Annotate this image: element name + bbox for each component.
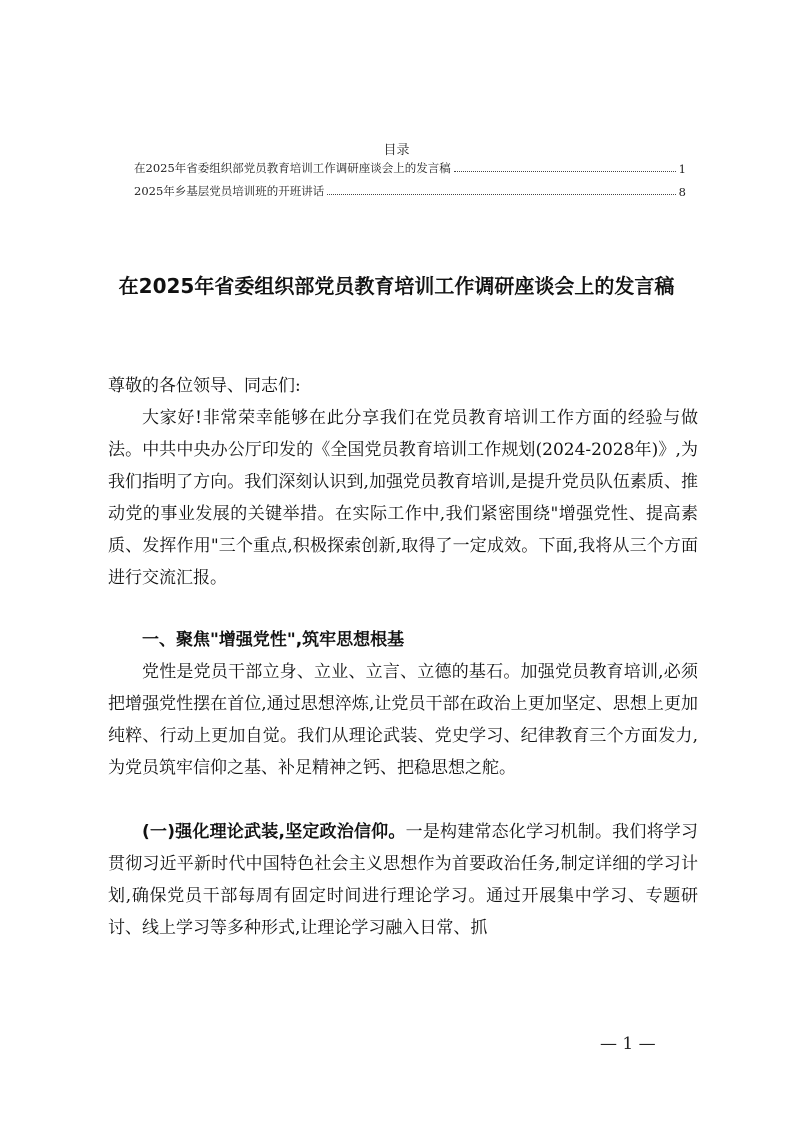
paragraph-lead-heading: (一)强化理论武装,坚定政治信仰。 — [142, 822, 406, 842]
toc-leader-dots — [454, 171, 676, 172]
paragraph-theory — [108, 816, 698, 944]
toc-entry[interactable] — [134, 183, 686, 199]
paragraph-body: 一是构建常态化学习机制。我们将学习贯彻习近平新时代中国特色社会主义思想作为首要政治任务,制定详细的学习计划,确保党员干部每周有固定时间进行理论学习。通过开展集中学习、专题研讨、线上学习等多种形式,让理论学习融入日常、抓 — [108, 822, 699, 938]
toc-entry-page: 8 — [678, 185, 686, 199]
paragraph-intro: 大家好!非常荣幸能够在此分享我们在党员教育培训工作方面的经验与做法。中共中央办公厅印发的《全国党员教育培训工作规划(2024-2028年)》,为我们指明了方向。我们深刻认识到,加强党员教育培训,是提升党员队伍素质、推动党的事业发展的关键举措。在实际工作中,我们紧密围绕"增强党性、提高素质、发挥作用"三个重点,积极探索创新,取得了一定成效。下面,我将从三个方面进行交流汇报。 — [108, 408, 698, 588]
paragraph-party-spirit: 党性是党员干部立身、立业、立言、立德的基石。加强党员教育培训,必须把增强党性摆在首位,通过思想淬炼,让党员干部在政治上更加坚定、思想上更加纯粹、行动上更加自觉。我们从理论武装、党史学习、纪律教育三个方面发力,为党员筑牢信仰之基、补足精神之钙、把稳思想之舵。 — [108, 662, 698, 778]
toc-entry-label: 在2025年省委组织部党员教育培训工作调研座谈会上的发言稿 — [134, 161, 451, 175]
toc-entry[interactable] — [134, 160, 686, 176]
document-title: 在2025年省委组织部党员教育培训工作调研座谈会上的发言稿 — [118, 274, 675, 298]
section-heading-1: 一、聚焦"增强党性",筑牢思想根基 — [142, 630, 405, 650]
toc-entry-label: 2025年乡基层党员培训班的开班讲话 — [134, 184, 325, 198]
toc-leader-dots — [327, 194, 675, 195]
page-number: — 1 — — [600, 1034, 656, 1054]
toc-title: 目录 — [383, 143, 410, 158]
salutation: 尊敬的各位领导、同志们: — [108, 376, 301, 396]
toc-entry-page: 1 — [678, 162, 686, 176]
